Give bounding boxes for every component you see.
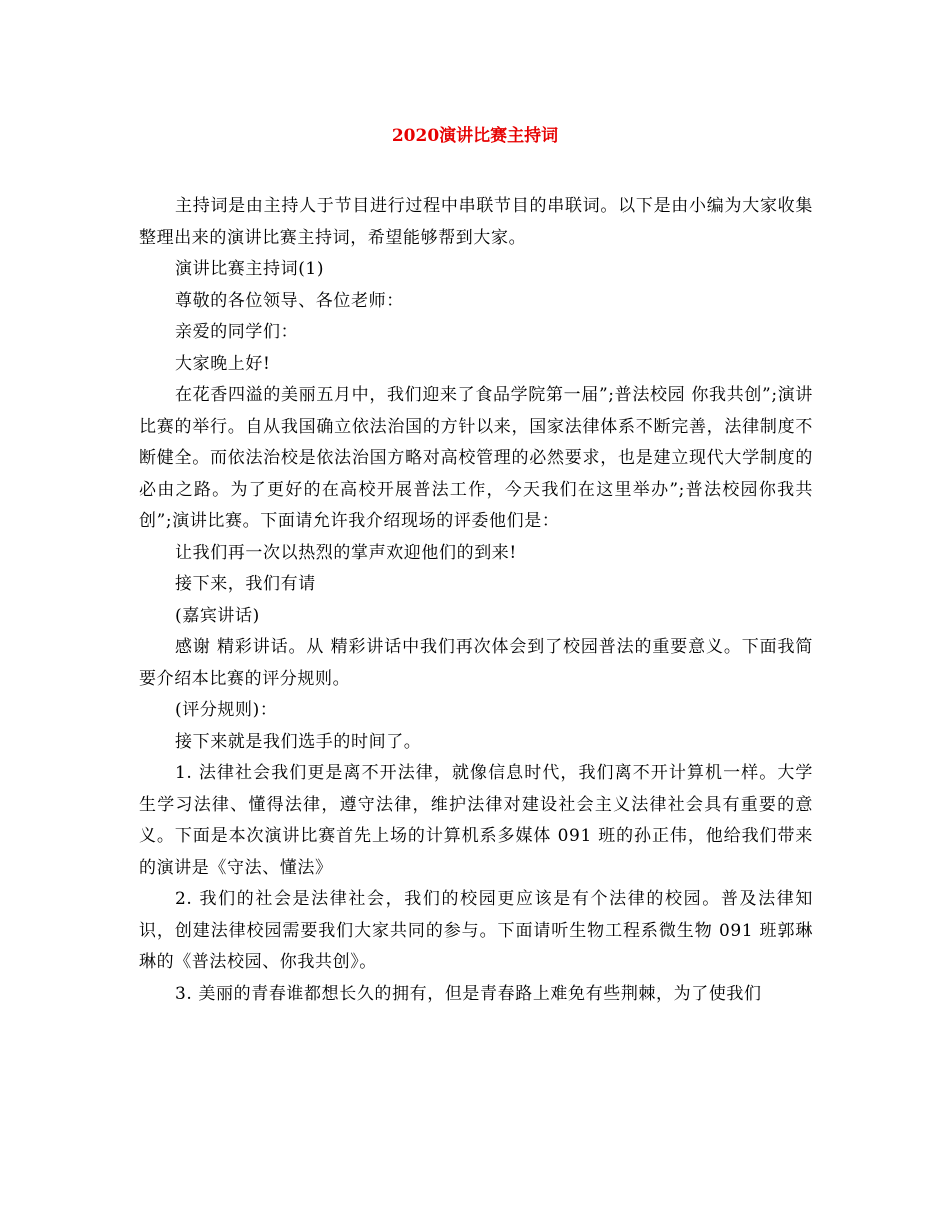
paragraph-heading-1: 演讲比赛主持词(1)	[175, 259, 325, 279]
paragraph-item-1: 1. 法律社会我们更是离不开法律，就像信息时代，我们离不开计算机一样。大学生学习法律、懂得法律，遵守法律，维护法律对建设社会主义法律社会具有重要的意义。下面是本次演讲比赛首先上场的计算机系多媒体 091 班的孙正伟，他给我们带来的演讲是《守法、懂法》	[139, 763, 813, 878]
paragraph-scoring-rules: (评分规则)：	[175, 700, 278, 720]
paragraph-greeting-students: 亲爱的同学们：	[175, 322, 299, 342]
paragraph-intro: 主持词是由主持人于节目进行过程中串联节目的串联词。以下是由小编为大家收集整理出来的演讲比赛主持词，希望能够帮到大家。	[139, 196, 813, 248]
paragraph-applause: 让我们再一次以热烈的掌声欢迎他们的到来!	[175, 542, 517, 563]
paragraph-guest-speech: (嘉宾讲话)	[175, 605, 260, 626]
paragraph-next: 接下来，我们有请	[175, 574, 316, 594]
paragraph-greeting-leaders: 尊敬的各位领导、各位老师：	[175, 290, 404, 311]
document-body	[139, 191, 813, 1010]
paragraph-good-evening: 大家晚上好!	[175, 353, 271, 374]
paragraph-item-3: 3. 美丽的青春谁都想长久的拥有，但是青春路上难免有些荆棘，为了使我们	[175, 983, 762, 1004]
paragraph-thanks: 感谢 精彩讲话。从 精彩讲话中我们再次体会到了校园普法的重要意义。下面我简要介绍本比赛的评分规则。	[139, 637, 813, 689]
paragraph-item-2: 2. 我们的社会是法律社会，我们的校园更应该是有个法律的校园。普及法律知识，创建法律校园需要我们大家共同的参与。下面请听生物工程系微生物 091 班郭琳琳的《普法校园、你我共创》。	[139, 889, 813, 972]
paragraph-contestants: 接下来就是我们选手的时间了。	[175, 731, 422, 752]
document-title: 2020演讲比赛主持词	[391, 126, 559, 146]
paragraph-opening: 在花香四溢的美丽五月中，我们迎来了食品学院第一届”;普法校园 你我共创”;演讲比赛的举行。自从我国确立依法治国的方针以来，国家法律体系不断完善，法律制度不断健全。而依法治校是依法治国方略对高校管理的必然要求，也是建立现代大学制度的必由之路。为了更好的在高校开展普法工作，今天我们在这里举办”;普法校园你我共创”;演讲比赛。下面请允许我介绍现场的评委他们是：	[139, 385, 813, 531]
